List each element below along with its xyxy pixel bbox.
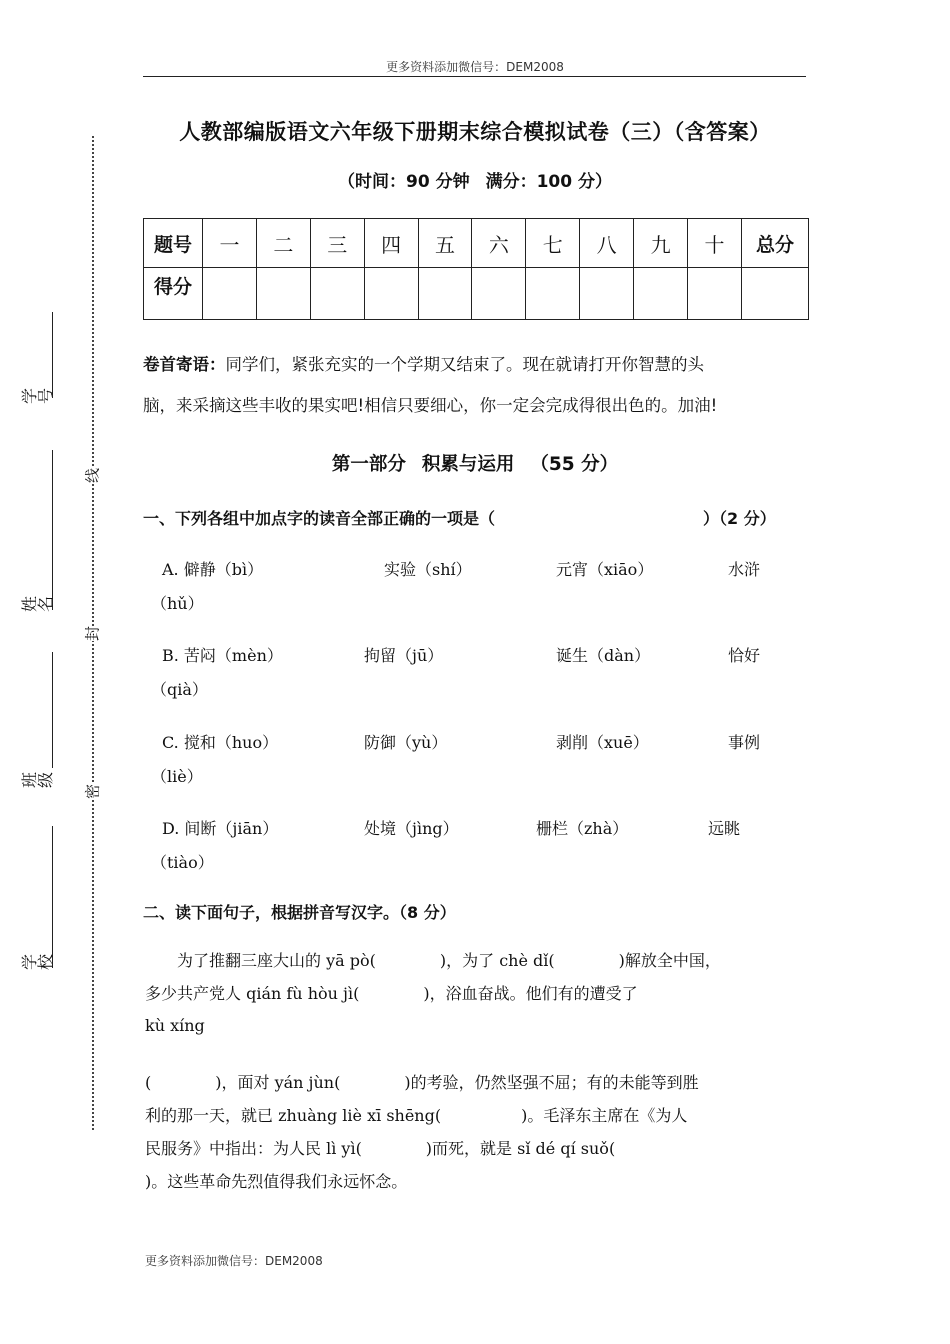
column-9: 九 xyxy=(634,219,688,268)
column-8: 八 xyxy=(580,219,634,268)
option-b-1: B. 苦闷（mèn） xyxy=(162,646,283,665)
cut-mark-line: 线 xyxy=(83,468,102,484)
preface-label: 卷首寄语： xyxy=(143,355,226,374)
option-c-3: 剥削（xuē） xyxy=(556,733,649,752)
option-b-2: 拘留（jū） xyxy=(364,646,444,665)
option-b-3: 诞生（dàn） xyxy=(556,646,651,665)
exam-full-score: 满分：100 分） xyxy=(485,172,612,192)
option-a-4: 水浒 xyxy=(728,560,761,579)
q1-points: ）（2 分） xyxy=(703,509,776,528)
header-divider xyxy=(143,76,806,77)
option-d-4-pinyin: （tiào） xyxy=(151,853,214,872)
school-label: 学校 xyxy=(20,953,55,970)
option-d-4: 远眺 xyxy=(708,819,741,838)
score-cell xyxy=(203,268,257,320)
q1-title: 一、下列各组中加点字的读音全部正确的一项是（ xyxy=(143,509,496,528)
column-5: 五 xyxy=(418,219,472,268)
option-d-2: 处境（jìng） xyxy=(364,819,459,838)
option-a-1: A. 僻静（bì） xyxy=(162,560,264,579)
q2-line-7: )。这些革命先烈值得我们永远怀念。 xyxy=(145,1172,408,1191)
page-title: 人教部编版语文六年级下册期末综合模拟试卷（三）（含答案） xyxy=(179,120,771,144)
class-label: 班级 xyxy=(20,771,55,788)
option-d-3: 栅栏（zhà） xyxy=(536,819,629,838)
option-c-1: C. 搅和（huo） xyxy=(162,733,279,752)
q2-line-3: kù xíng xyxy=(145,1016,205,1035)
score-cell xyxy=(526,268,580,320)
score-cell xyxy=(580,268,634,320)
column-3: 三 xyxy=(310,219,364,268)
column-6: 六 xyxy=(472,219,526,268)
q2-line-2: 多少共产党人 qián fù hòu jì( )，浴血奋战。他们有的遭受了 xyxy=(145,984,638,1003)
option-c-4-pinyin: （liè） xyxy=(151,767,203,786)
table-score-row xyxy=(144,268,809,320)
q2-line-5: 利的那一天，就已 zhuàng liè xī shēng( )。毛泽东主席在《为人 xyxy=(145,1106,688,1125)
student-id-label: 学号 xyxy=(20,387,55,404)
page-footer: 更多资料添加微信号：DEM2008 xyxy=(145,1254,323,1268)
score-cell xyxy=(364,268,418,320)
exam-info xyxy=(0,167,950,192)
table-header-row xyxy=(144,219,809,268)
section-name: 第一部分 xyxy=(331,454,406,475)
score-table xyxy=(143,218,809,320)
student-id-line xyxy=(52,312,53,398)
score-cell xyxy=(418,268,472,320)
option-b-4-pinyin: （qià） xyxy=(151,680,208,699)
q2-line-4: ( )，面对 yán jùn( )的考验，仍然坚强不屈；有的未能等到胜 xyxy=(145,1073,699,1092)
option-a-2: 实验（shí） xyxy=(384,560,472,579)
preface-line-1: 同学们，紧张充实的一个学期又结束了。现在就请打开你智慧的头 xyxy=(225,355,704,374)
q2-line-1: 为了推翻三座大山的 yā pò( )，为了 chè dǐ( )解放全中国， xyxy=(145,951,721,970)
question-number-label: 题号 xyxy=(144,219,203,268)
score-cell xyxy=(310,268,364,320)
score-cell xyxy=(634,268,688,320)
score-cell xyxy=(688,268,742,320)
cut-mark-secret: 密 xyxy=(83,784,102,800)
column-7: 七 xyxy=(526,219,580,268)
section-topic: 积累与运用 xyxy=(421,454,515,475)
class-line xyxy=(52,652,53,768)
column-2: 二 xyxy=(256,219,310,268)
option-a-4-pinyin: （hǔ） xyxy=(151,594,204,613)
page-header: 更多资料添加微信号：DEM2008 xyxy=(386,60,564,74)
section-points: （55 分） xyxy=(530,454,619,475)
preface xyxy=(143,346,813,425)
exam-time: （时间：90 分钟 xyxy=(338,172,470,192)
option-d-1: D. 间断（jiān） xyxy=(162,819,279,838)
option-b-4: 恰好 xyxy=(728,646,761,665)
q2-line-6: 民服务》中指出：为人民 lì yì( )而死，就是 sǐ dé qí suǒ( xyxy=(145,1139,616,1158)
option-c-2: 防御（yù） xyxy=(364,733,448,752)
school-line xyxy=(52,826,53,968)
total-score-cell xyxy=(742,268,809,320)
option-c-4: 事例 xyxy=(728,733,761,752)
name-label: 姓名 xyxy=(20,595,55,612)
score-label: 得分 xyxy=(144,268,203,320)
column-4: 四 xyxy=(364,219,418,268)
total-score-label: 总分 xyxy=(742,219,809,268)
section-heading xyxy=(0,450,950,476)
cut-mark-seal: 封 xyxy=(83,626,102,642)
option-a-3: 元宵（xiāo） xyxy=(556,560,654,579)
preface-line-2: 脑，来采摘这些丰收的果实吧!相信只要细心，你一定会完成得很出色的。加油! xyxy=(143,396,718,415)
score-cell xyxy=(256,268,310,320)
score-cell xyxy=(472,268,526,320)
column-1: 一 xyxy=(203,219,257,268)
q2-title: 二、读下面句子，根据拼音写汉字。（8 分） xyxy=(143,903,456,922)
column-10: 十 xyxy=(688,219,742,268)
